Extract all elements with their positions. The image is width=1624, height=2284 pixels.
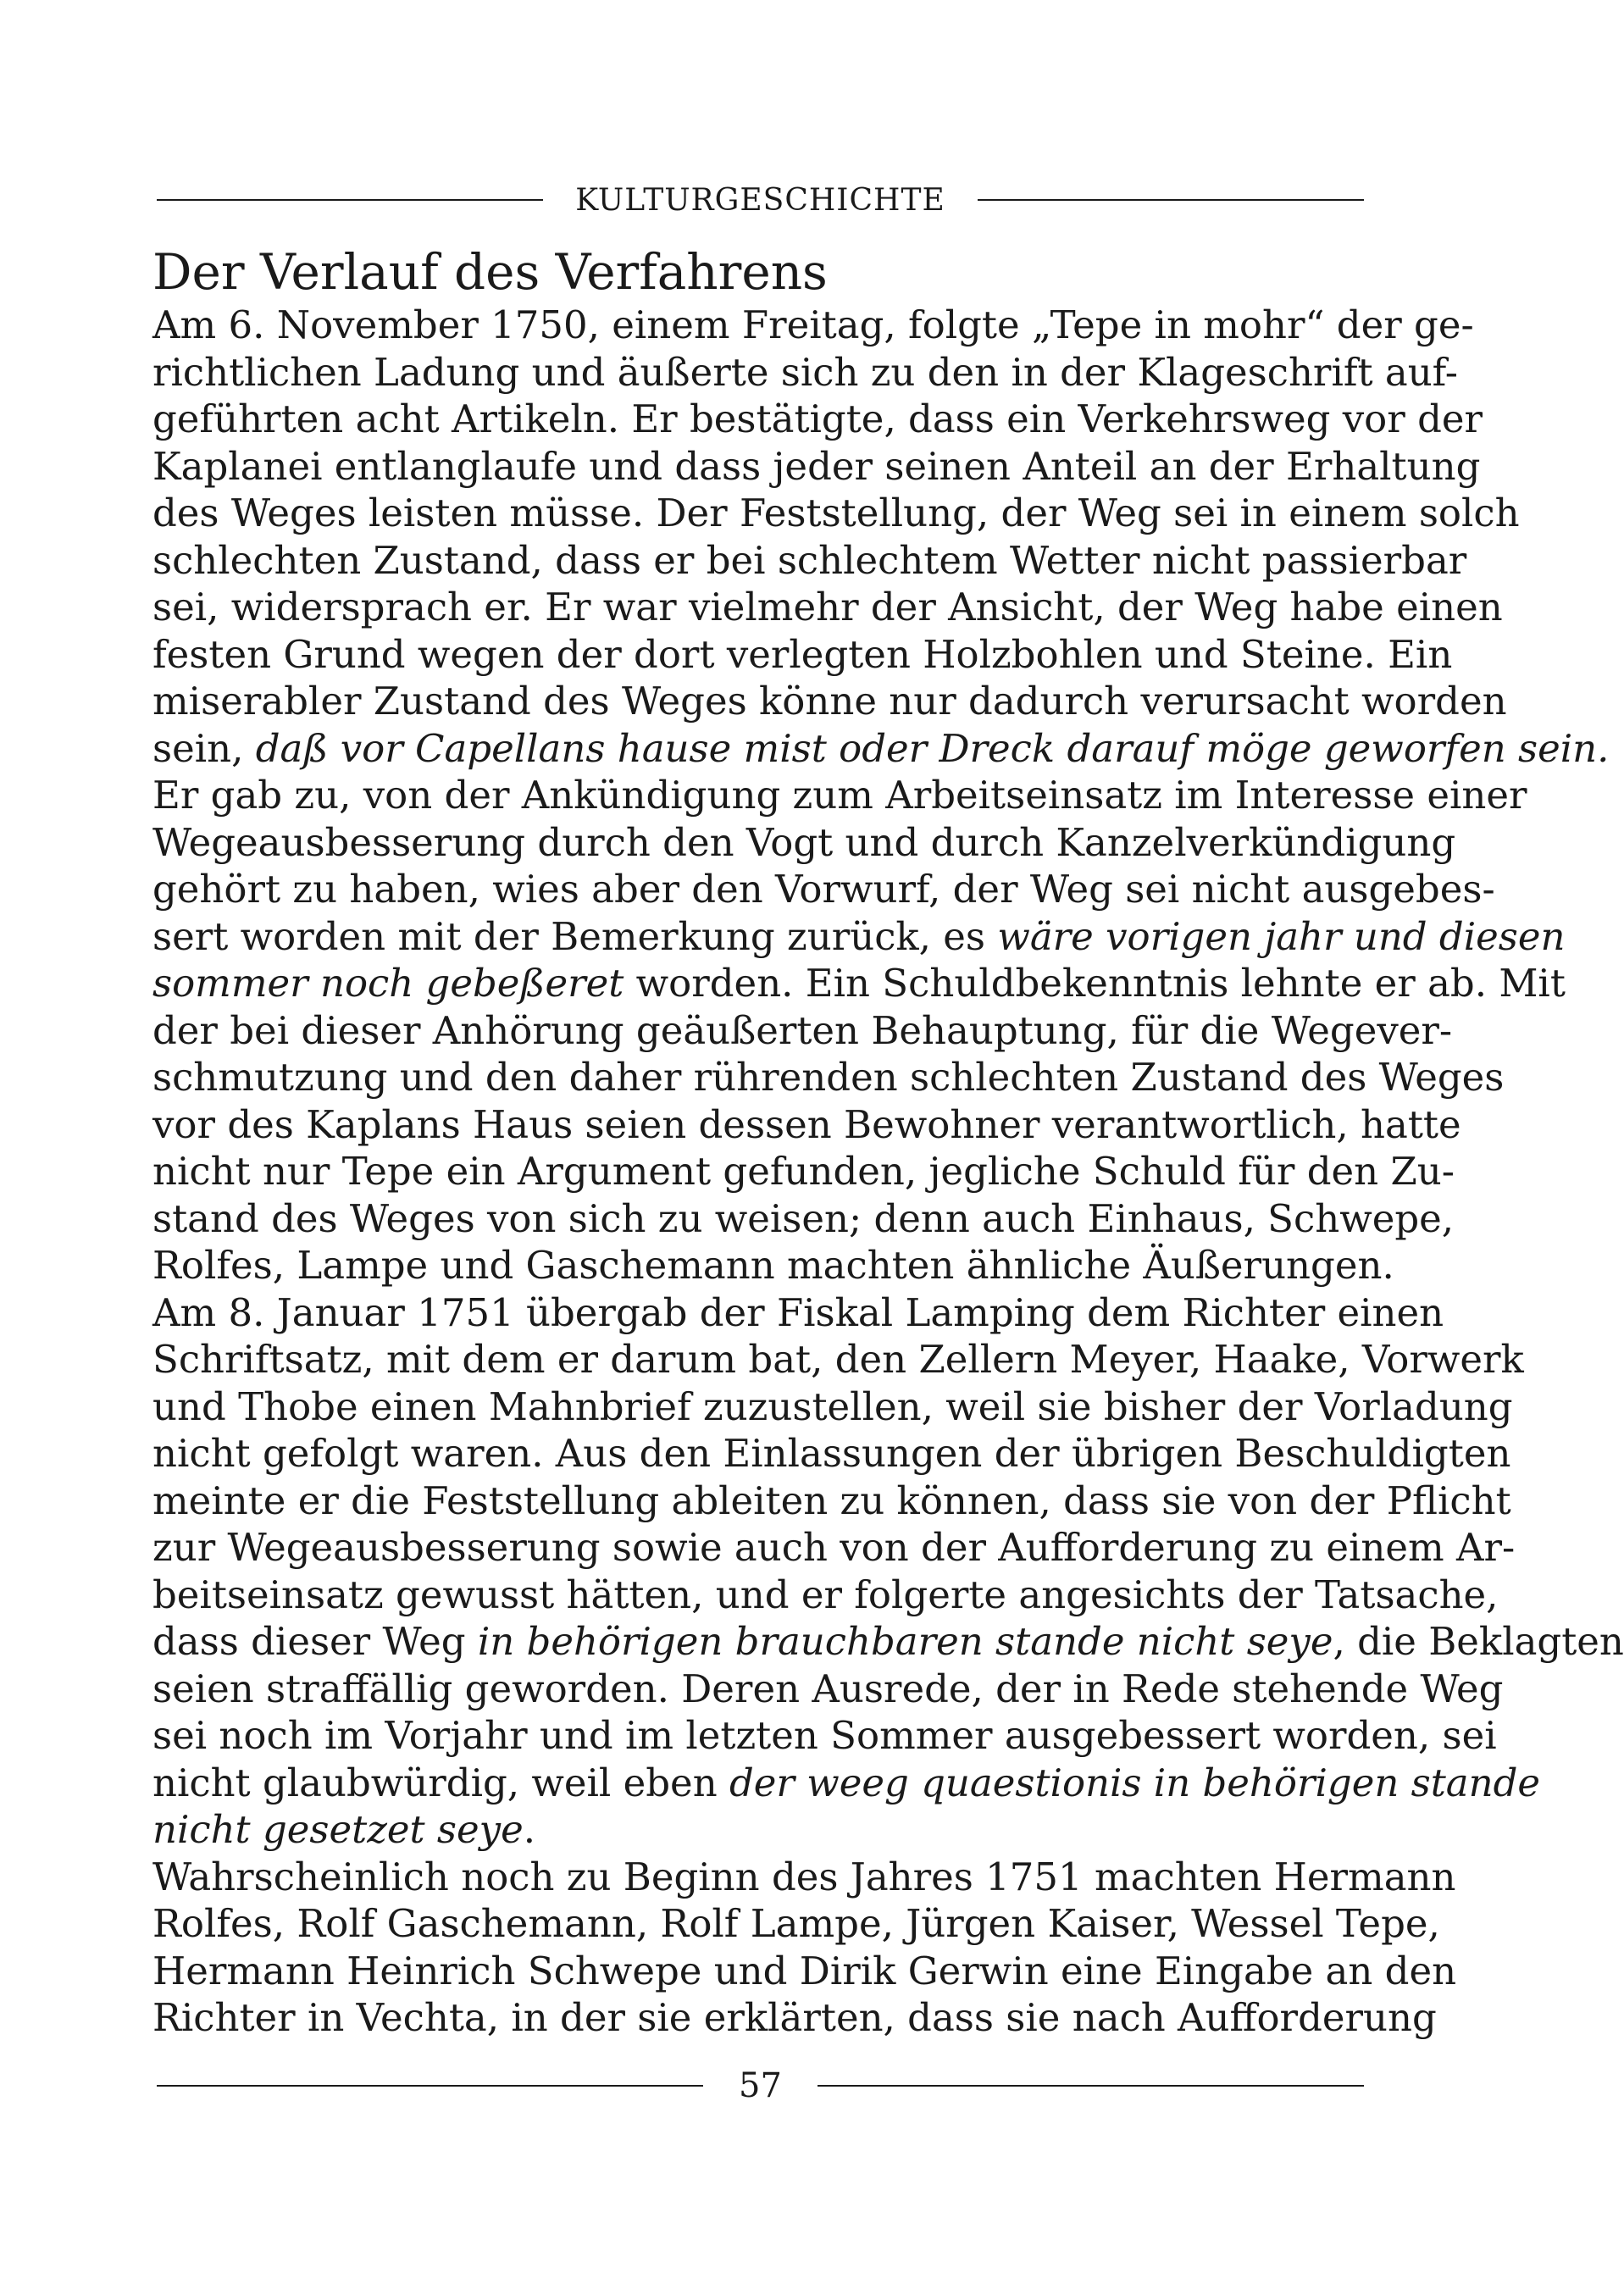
text-line [152,631,1453,679]
line-text: des Weges leisten müsse. Der Feststellung, der Weg sei in einem solch [152,491,1520,535]
text-line [152,302,1474,349]
text-line [152,1712,1497,1760]
line-text: nicht glaubwürdig, weil eben [152,1760,729,1805]
line-text: zur Wegeausbesserung sowie auch von der Aufforderung zu einem Ar- [152,1525,1516,1570]
text-line [152,1007,1453,1055]
text-line [152,1900,1440,1948]
line-text: nicht nur Tepe ein Argument gefunden, jegliche Schuld für den Zu- [152,1149,1455,1194]
line-text: Am 6. November 1750, einem Freitag, folgte „Tepe in mohr“ der ge- [152,302,1474,347]
line-text: vor des Kaplans Haus seien dessen Bewohner verantwortlich, hatte [152,1101,1461,1147]
footer-rule-left [157,2085,703,2087]
text-line [152,1242,1394,1289]
line-text: meinte er die Feststellung ableiten zu können, dass sie von der Pflicht [152,1477,1511,1523]
text-line [152,1854,1456,1901]
text-line [152,913,1566,961]
line-text: seien straffällig geworden. Deren Ausrede, der in Rede stehende Weg [152,1666,1504,1711]
text-line [152,960,1566,1007]
line-text: sei noch im Vorjahr und im letzten Sommer ausgebessert worden, sei [152,1713,1497,1758]
text-line [152,1948,1457,1995]
italic-quote: nicht gesetzet seye [152,1807,524,1852]
text-line [152,1148,1455,1195]
italic-quote: sommer noch gebeßeret [152,961,624,1006]
text-line [152,1572,1499,1619]
text-line [152,725,1610,773]
italic-quote: in behörigen brauchbaren stande nicht seye [477,1619,1333,1664]
line-text: Schriftsatz, mit dem er darum bat, den Zellern Meyer, Haake, Vorwerk [152,1337,1524,1382]
line-text: festen Grund wegen der dort verlegten Holzbohlen und Steine. Ein [152,631,1453,677]
line-text: Wegeausbesserung durch den Vogt und durch Kanzelverkündigung [152,819,1456,865]
text-line [152,349,1458,396]
running-head-rule-left [157,199,543,201]
line-text: Richter in Vechta, in der sie erklärten, dass sie nach Aufforderung [152,1995,1437,2040]
italic-quote: wäre vorigen jahr und diesen [997,913,1566,959]
page-footer [157,2060,1364,2111]
text-line [152,1477,1511,1525]
text-line [152,1289,1444,1337]
running-head-rule-right [978,199,1364,201]
text-line [152,1336,1524,1383]
line-text: sert worden mit der Bemerkung zurück, es [152,913,998,959]
line-text: Wahrscheinlich noch zu Beginn des Jahres 1751 machten Hermann [152,1854,1456,1899]
running-head-label: KULTURGESCHICHTE [575,182,945,218]
line-text: gehört zu haben, wies aber den Vorwurf, der Weg sei nicht ausgebes- [152,867,1495,912]
text-line [152,866,1495,913]
line-text: , die Beklagten [1333,1619,1624,1664]
text-line [152,443,1481,491]
running-head [157,176,1364,224]
italic-quote: der weeg quaestionis in behörigen stande [729,1760,1541,1805]
line-text: Rolfes, Lampe und Gaschemann machten ähnliche Äußerungen. [152,1243,1394,1288]
line-text: schlechten Zustand, dass er bei schlechtem Wetter nicht passierbar [152,537,1467,583]
text-line [152,1618,1624,1666]
line-text: Am 8. Januar 1751 übergab der Fiskal Lamping dem Richter einen [152,1289,1444,1335]
line-text: worden. Ein Schuldbekenntnis lehnte er ab. Mit [624,961,1566,1006]
italic-quote: daß vor Capellans hause mist oder Dreck darauf möge geworfen sein. [255,725,1610,771]
line-text: Hermann Heinrich Schwepe und Dirik Gerwin eine Eingabe an den [152,1948,1457,1993]
text-line [152,490,1520,537]
text-line [152,1195,1455,1243]
line-text: stand des Weges von sich zu weisen; denn auch Einhaus, Schwepe, [152,1195,1455,1241]
line-text: richtlichen Ladung und äußerte sich zu den in der Klageschrift auf- [152,349,1458,395]
line-text: der bei dieser Anhörung geäußerten Behauptung, für die Wegever- [152,1007,1453,1053]
text-line [152,1054,1505,1101]
text-line [152,396,1483,443]
footer-rule-right [818,2085,1364,2087]
text-line [152,537,1467,585]
text-line [152,1666,1504,1713]
line-text: Er gab zu, von der Ankündigung zum Arbeitseinsatz im Interesse einer [152,773,1527,818]
line-text: sein, [152,725,256,771]
text-line [152,1760,1541,1807]
text-line [152,819,1456,867]
text-line [152,1524,1516,1572]
page-number: 57 [739,2066,782,2105]
line-text: schmutzung und den daher rührenden schlechten Zustand des Weges [152,1055,1505,1100]
line-text: . [523,1807,536,1852]
line-text: nicht gefolgt waren. Aus den Einlassungen der übrigen Beschuldigten [152,1431,1511,1476]
text-line [152,1806,1364,1854]
body-text [152,302,1624,2042]
text-line [152,678,1507,725]
line-text: und Thobe einen Mahnbrief zuzustellen, weil sie bisher der Vorladung [152,1383,1513,1429]
text-line [152,1994,1437,2042]
line-text: Rolfes, Rolf Gaschemann, Rolf Lampe, Jürgen Kaiser, Wessel Tepe, [152,1901,1440,1946]
line-text: beitseinsatz gewusst hätten, und er folgerte angesichts der Tatsache, [152,1572,1499,1617]
text-line [152,584,1503,631]
section-heading: Der Verlauf des Verfahrens [152,243,828,301]
text-line [152,772,1527,819]
line-text: miserabler Zustand des Weges könne nur dadurch verursacht worden [152,679,1507,723]
line-text: geführten acht Artikeln. Er bestätigte, dass ein Verkehrsweg vor der [152,396,1483,441]
line-text: sei, widersprach er. Er war vielmehr der Ansicht, der Weg habe einen [152,585,1503,629]
line-text: dass dieser Weg [152,1619,478,1664]
line-text: Kaplanei entlanglaufe und dass jeder seinen Anteil an der Erhaltung [152,443,1481,489]
text-line [152,1430,1511,1477]
text-line [152,1101,1461,1149]
text-line [152,1383,1513,1431]
